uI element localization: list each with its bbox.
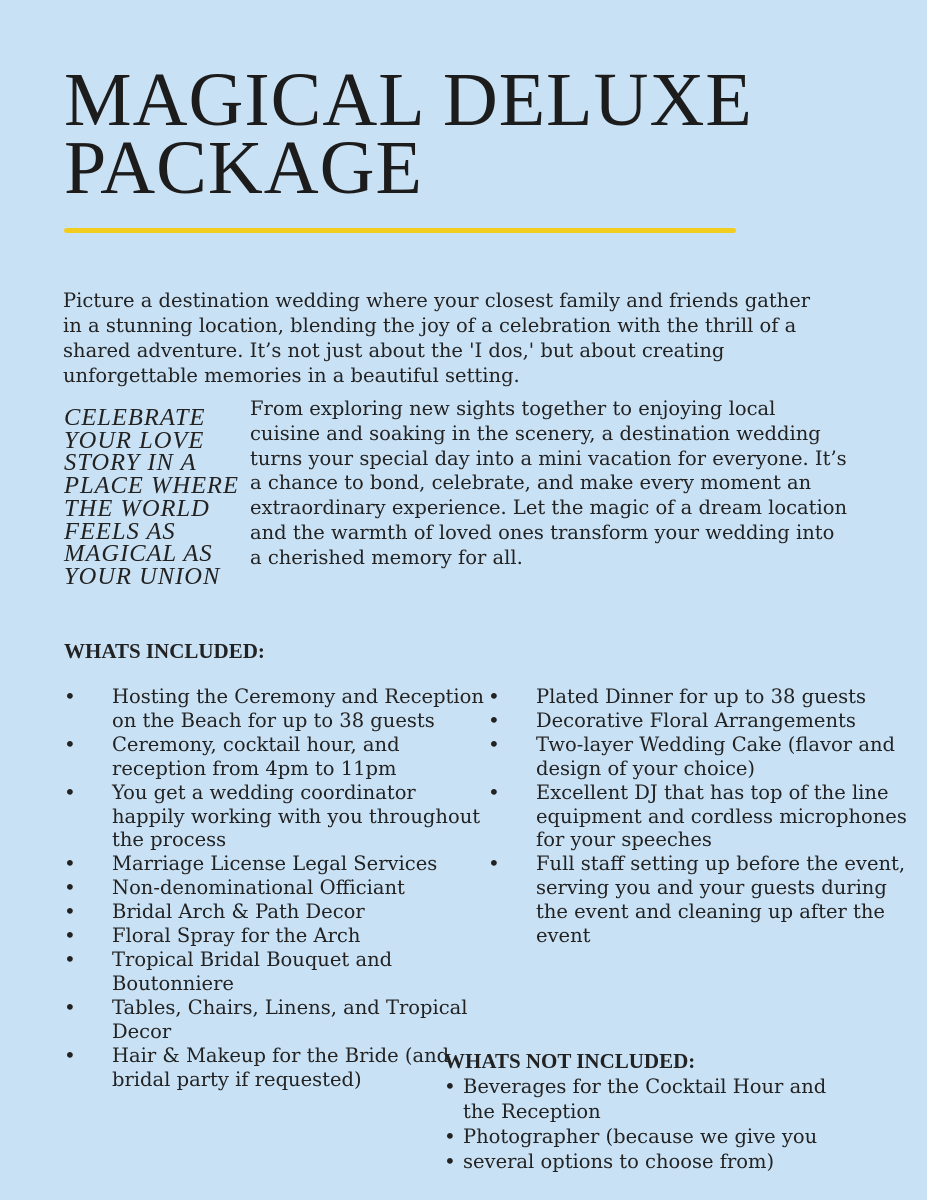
list-item: • Marriage License Legal Services <box>64 852 494 876</box>
list-item: • Excellent DJ that has top of the line equipment and cordless microphones for your speeches <box>488 781 908 853</box>
list-item: • You get a wedding coordinator happily working with you throughout the process <box>64 781 494 853</box>
list-item: • Full staff setting up before the event, serving you and your guests during the event and cleaning up after the event <box>488 852 908 948</box>
list-item: • Non-denominational Officiant <box>64 876 494 900</box>
title-line-2: PACKAGE <box>64 126 423 210</box>
not-included-list <box>444 1074 844 1174</box>
pull-quote: CELEBRATE YOUR LOVE STORY IN A PLACE WHERE THE WORLD FEELS AS MAGICAL AS YOUR UNION <box>64 404 239 590</box>
included-list-left <box>64 685 494 1091</box>
body-paragraph: From exploring new sights together to enjoying local cuisine and soaking in the scenery, a destination wedding turns your special day into a mini vacation for everyone. It’s a chance to bond, celebrate, and make every moment an extraordinary experience. Let the magic of a dream location and the warmth of loved ones transform your wedding into a cherished memory for all. <box>250 397 848 569</box>
list-item: • Two-layer Wedding Cake (flavor and design of your choice) <box>488 733 908 781</box>
not-included-heading: WHATS NOT INCLUDED: <box>444 1049 696 1073</box>
title-underline-divider <box>64 228 736 233</box>
list-item: • Floral Spray for the Arch <box>64 924 494 948</box>
included-list-right <box>488 685 908 948</box>
list-item: • Decorative Floral Arrangements <box>488 709 908 733</box>
list-item: • several options to choose from) <box>444 1149 844 1174</box>
list-item: • Photographer (because we give you <box>444 1124 844 1149</box>
included-heading: WHATS INCLUDED: <box>64 639 265 663</box>
list-item: • Hosting the Ceremony and Reception on the Beach for up to 38 guests <box>64 685 494 733</box>
list-item: • Ceremony, cocktail hour, and reception from 4pm to 11pm <box>64 733 494 781</box>
list-item: • Bridal Arch & Path Decor <box>64 900 494 924</box>
list-item: • Tables, Chairs, Linens, and Tropical Decor <box>64 996 494 1044</box>
page-title <box>64 58 904 210</box>
list-item: • Hair & Makeup for the Bride (and bridal party if requested) <box>64 1044 494 1092</box>
list-item: • Beverages for the Cocktail Hour and the Reception <box>444 1074 844 1124</box>
intro-paragraph: Picture a destination wedding where your closest family and friends gather in a stunning location, blending the joy of a celebration with the thrill of a shared adventure. It’s not just about the 'I dos,' but about creating unforgettable memories in a beautiful setting. <box>63 289 811 387</box>
list-item: • Plated Dinner for up to 38 guests <box>488 685 908 709</box>
title-line-1: MAGICAL DELUXE <box>64 58 753 142</box>
list-item: • Tropical Bridal Bouquet and Boutonniere <box>64 948 494 996</box>
